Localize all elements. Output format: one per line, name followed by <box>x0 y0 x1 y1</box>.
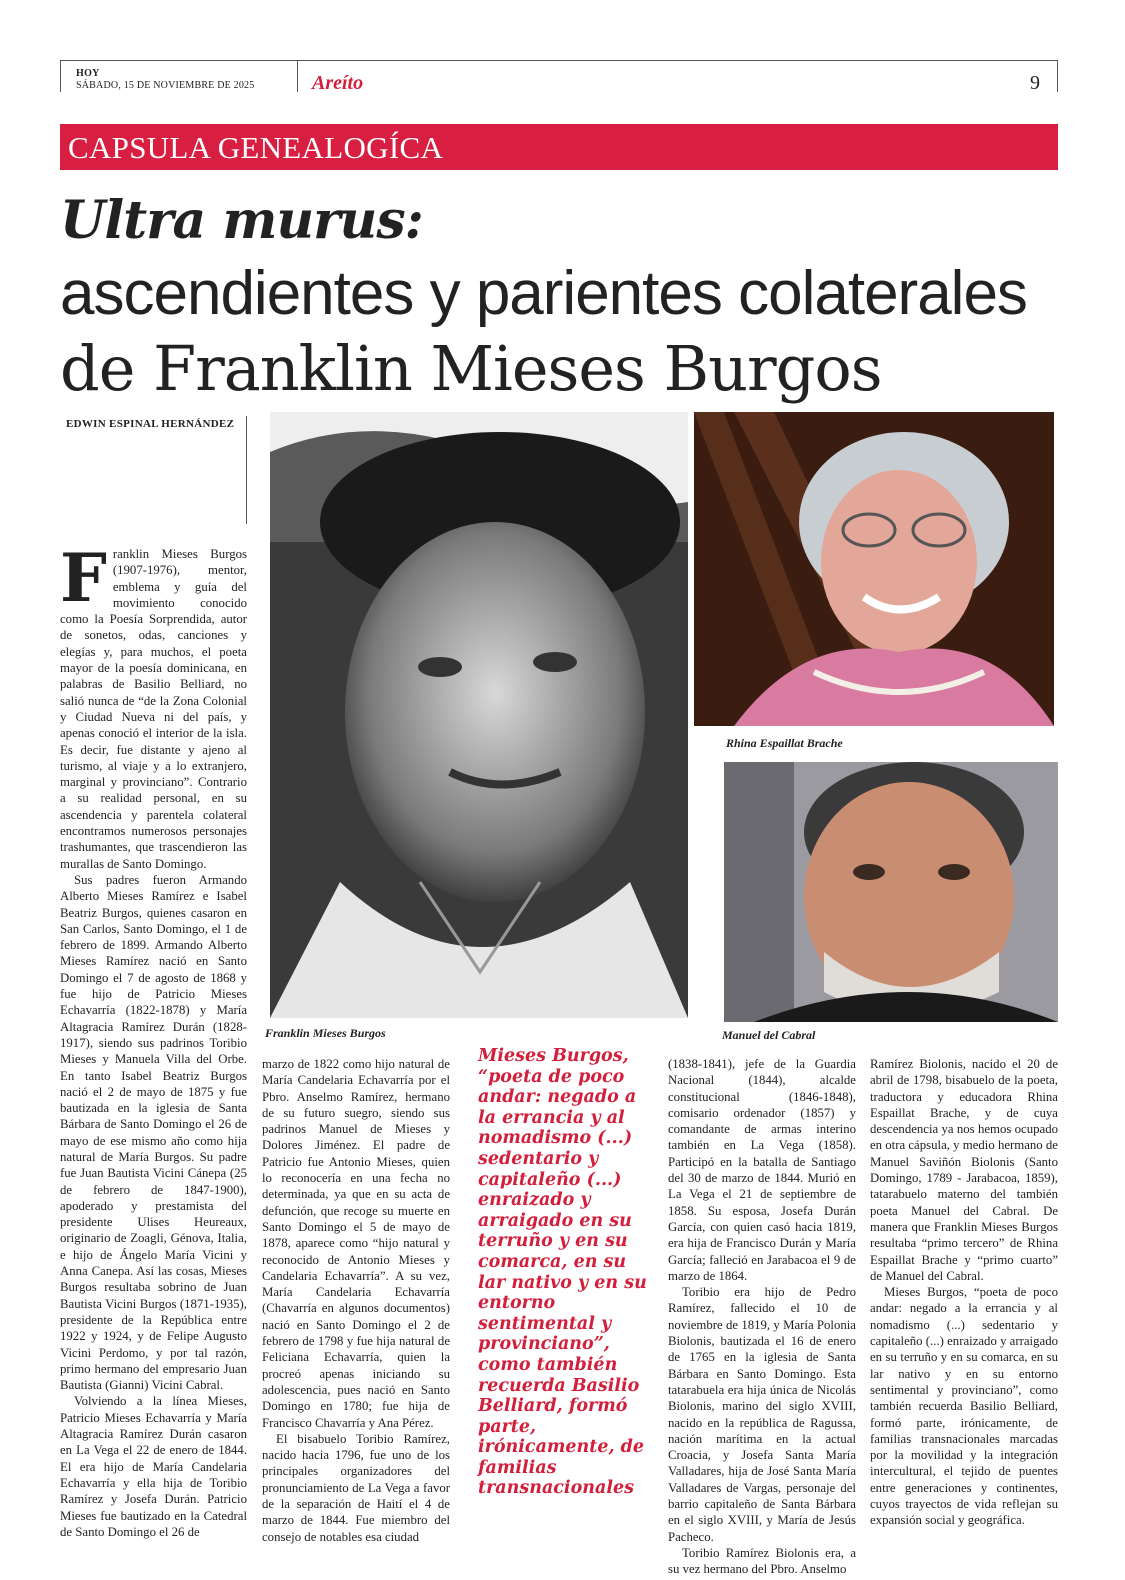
article-column-1 <box>60 539 247 1540</box>
paragraph: Toribio Ramírez Biolonis era, a su vez hermano del Pbro. Anselmo <box>668 1545 856 1577</box>
issue-date: SÁBADO, 15 DE NOVIEMBRE DE 2025 <box>76 80 255 91</box>
rhina-photo <box>694 412 1054 726</box>
paragraph: Volviendo a la línea Mieses, Patricio Mieses Echavarría y María Altagracia Ramírez Durán casaron en La Vega el 22 de enero de 1844. El era hijo de María Candelaria Echavarría y ella hija de Toribio Ramírez y Josefa Durán. Patricio Mieses fue bautizado en la Catedral de Santo Domingo el 26 de <box>60 1394 247 1539</box>
paragraph: Sus padres fueron Armando Alberto Mieses Ramírez e Isabel Beatriz Burgos, quienes casaron en San Carlos, Santo Domingo, el 1 de febrero de 1899. Armando Alberto Mieses Ramírez nació en Santo Domingo el 7 de agosto de 1868 y fue hijo de Patricio Mieses Echavarría (1822-1878) y María Altagracia Ramírez Durán (1828-1917), siendo sus padrinos Toribio Mieses y Manuela Villa del Orbe. En tanto Isabel Beatriz Burgos nació el 2 de mayo de 1875 y fue bautizada en la iglesia de Santa Bárbara de Santo Domingo el 26 de mayo de ese mismo año como hija natural de María Burgos. Su padre fue Juan Bautista Vicini Cánepa (25 de febrero de 1847-1900), apoderado y prestamista del presidente Ulises Heureaux, originario de Zoagli, Génova, Italia, e hijo de Ángelo María Vicini y Anna Canepa. Así las cosas, Mieses Burgos resultaba sobrino de Juan Bautista Vicini Burgos (1871-1935), presidente de la República entre 1922 y 1924, y de Felipe Augusto Vicini Perdomo, y por tal razón, primo hermano del empresario Juan Bautista (Gianni) Vicini Cabral. <box>60 872 247 1393</box>
drop-cap: F <box>60 539 107 617</box>
byline-rule <box>246 416 247 524</box>
paragraph: marzo de 1822 como hijo natural de María Candelaria Echavarría por el Pbro. Anselmo Ramírez, hermano de su futuro suegro, siendo sus padrinos Manuel de Mieses y Dolores Jiménez. El padre de Patricio fue Antonio Mieses, quien lo reconocería en una fecha no determinada, ya que en su acta de defunción, que recoge su muerte en Santo Domingo el 5 de mayo de 1878, aparece como “hijo natural y reconocido de Antonio Mieses y Candelaria Echavarría”. A su vez, María Candelaria Echavarría (Chavarría en algunos documentos) nació en Santo Domingo el 2 de febrero de 1798 y fue hija natural de Feliciana Echavarría, quien la procreó apenas iniciando su adolescencia, pues nació en Santo Domingo en 1780; fue hija de Francisco Chavarría y Ana Pérez. <box>262 1057 450 1430</box>
page-number: 9 <box>1030 72 1040 94</box>
franklin-photo <box>270 412 688 1018</box>
article-column-4 <box>870 1056 1058 1529</box>
headline-kicker: Ultra murus: <box>60 190 423 251</box>
pull-quote: Mieses Burgos, “poeta de poco andar: negado a la errancia y al nomadismo (...) sedentario y capitaleño (...) enraizado y arraigado en su terruño y en su comarca, en su lar nativo y en su entorno sentimental y provinciano”, como también recuerda Basilio Belliard, formó parte, irónicamente, de familias transnacionales <box>478 1046 647 1499</box>
paragraph: (1838-1841), jefe de la Guardia Nacional (1844), alcalde constitucional (1846-1848), comisario ordenador (1857) y comandante de armas interino también en La Vega (1858). Participó en la batalla de Santiago del 30 de marzo de 1844. Murió en La Vega el 21 de septiembre de 1858. Su esposa, Josefa Durán García, con quien casó hacia 1819, era hija de Francisco Durán y María García; falleció en Jarabacoa el 9 de marzo de 1864. <box>668 1057 856 1283</box>
newspaper-name: HOY <box>76 68 100 79</box>
manuel-photo <box>724 762 1058 1022</box>
headline-line-1: ascendientes y parientes colaterales <box>60 259 1027 328</box>
header-right-box <box>298 60 1058 92</box>
banner-label: CAPSULA GENEALOGÍCA <box>68 130 444 165</box>
paragraph: El bisabuelo Toribio Ramírez, nacido hacia 1796, fue uno de los principales organizadores del pronunciamiento de La Vega a favor de la separación de Haití el 4 de marzo de 1844. Fue miembro del consejo de notables esa ciudad <box>262 1431 450 1544</box>
paragraph: Mieses Burgos, “poeta de poco andar: negado a la errancia y al nomadismo (...) sedentario y capitaleño (...) enraizado y arraigado en su terruño y en su comarca, en su lar nativo y en su entorno sentimental y provinciano”, como también recuerda Basilio Belliard, formó parte, irónicamente, de familias transnacionales marcadas por la movilidad y la integración intercultural, el tejido de puentes entre generaciones y continentes, cuyos trayectos de vida reflejan su expansión social y geográfica. <box>870 1285 1058 1528</box>
paragraph: Franklin Mieses Burgos (1907-1976), mentor, emblema y guía del movimiento conocido como la Poesía Sorprendida, autor de sonetos, odas, canciones y elegías y, para muchos, el poeta mayor de la poesía dominicana, en palabras de Basilio Belliard, no salió nunca de “de la Zona Colonial y Ciudad Nueva ni del país, y apenas conoció el interior de la isla. Es decir, fue distante y ajeno al turismo, al viaje y a lo extranjero, marginal y provinciano”. Contrario a su realidad personal, en su ascendencia y parentela colateral encontramos numerosos personajes trashumantes, que trascendieron las murallas de Santo Domingo. <box>60 539 247 871</box>
paragraph: Toribio era hijo de Pedro Ramírez, fallecido el 10 de noviembre de 1819, y María Polonia Biolonis, bautizada el 16 de enero de 1765 en la iglesia de Santa Bárbara en Santo Domingo. Esta tatarabuela era hija única de Nicolás Biolonis, marino del siglo XVIII, nacido en la república de Ragussa, nación marítima en la actual Croacia, y Josefa Santa María Valladares, hija de José Santa María Valladares de Vargas, personaje del barrio capitaleño de Santa Bárbara en el siglo XVIII, y María de Jesús Pacheco. <box>668 1285 856 1544</box>
section-name: Areíto <box>312 72 364 94</box>
paragraph: Ramírez Biolonis, nacido el 20 de abril de 1798, bisabuelo de la poeta, traductora y educadora Rhina Espaillat Brache, y de cuya descendencia ya nos hemos ocupado en otra cápsula, y medio hermano de Manuel Saviñón Biolonis (Santo Domingo, 1789 - Jarabacoa, 1859), tatarabuelo materno del también poeta Manuel del Cabral. De manera que Franklin Mieses Burgos resultaba “primo tercero” de Rhina Espaillat Brache y “primo cuarto” de Manuel del Cabral. <box>870 1057 1058 1283</box>
caption-franklin: Franklin Mieses Burgos <box>265 1026 386 1040</box>
byline: EDWIN ESPINAL HERNÁNDEZ <box>66 418 235 430</box>
article-column-2 <box>262 1056 450 1545</box>
section-banner <box>60 124 1058 170</box>
caption-rhina: Rhina Espaillat Brache <box>726 736 843 750</box>
headline-line-2: de Franklin Mieses Burgos <box>60 332 882 405</box>
caption-manuel: Manuel del Cabral <box>722 1028 816 1042</box>
article-column-3 <box>668 1056 856 1578</box>
